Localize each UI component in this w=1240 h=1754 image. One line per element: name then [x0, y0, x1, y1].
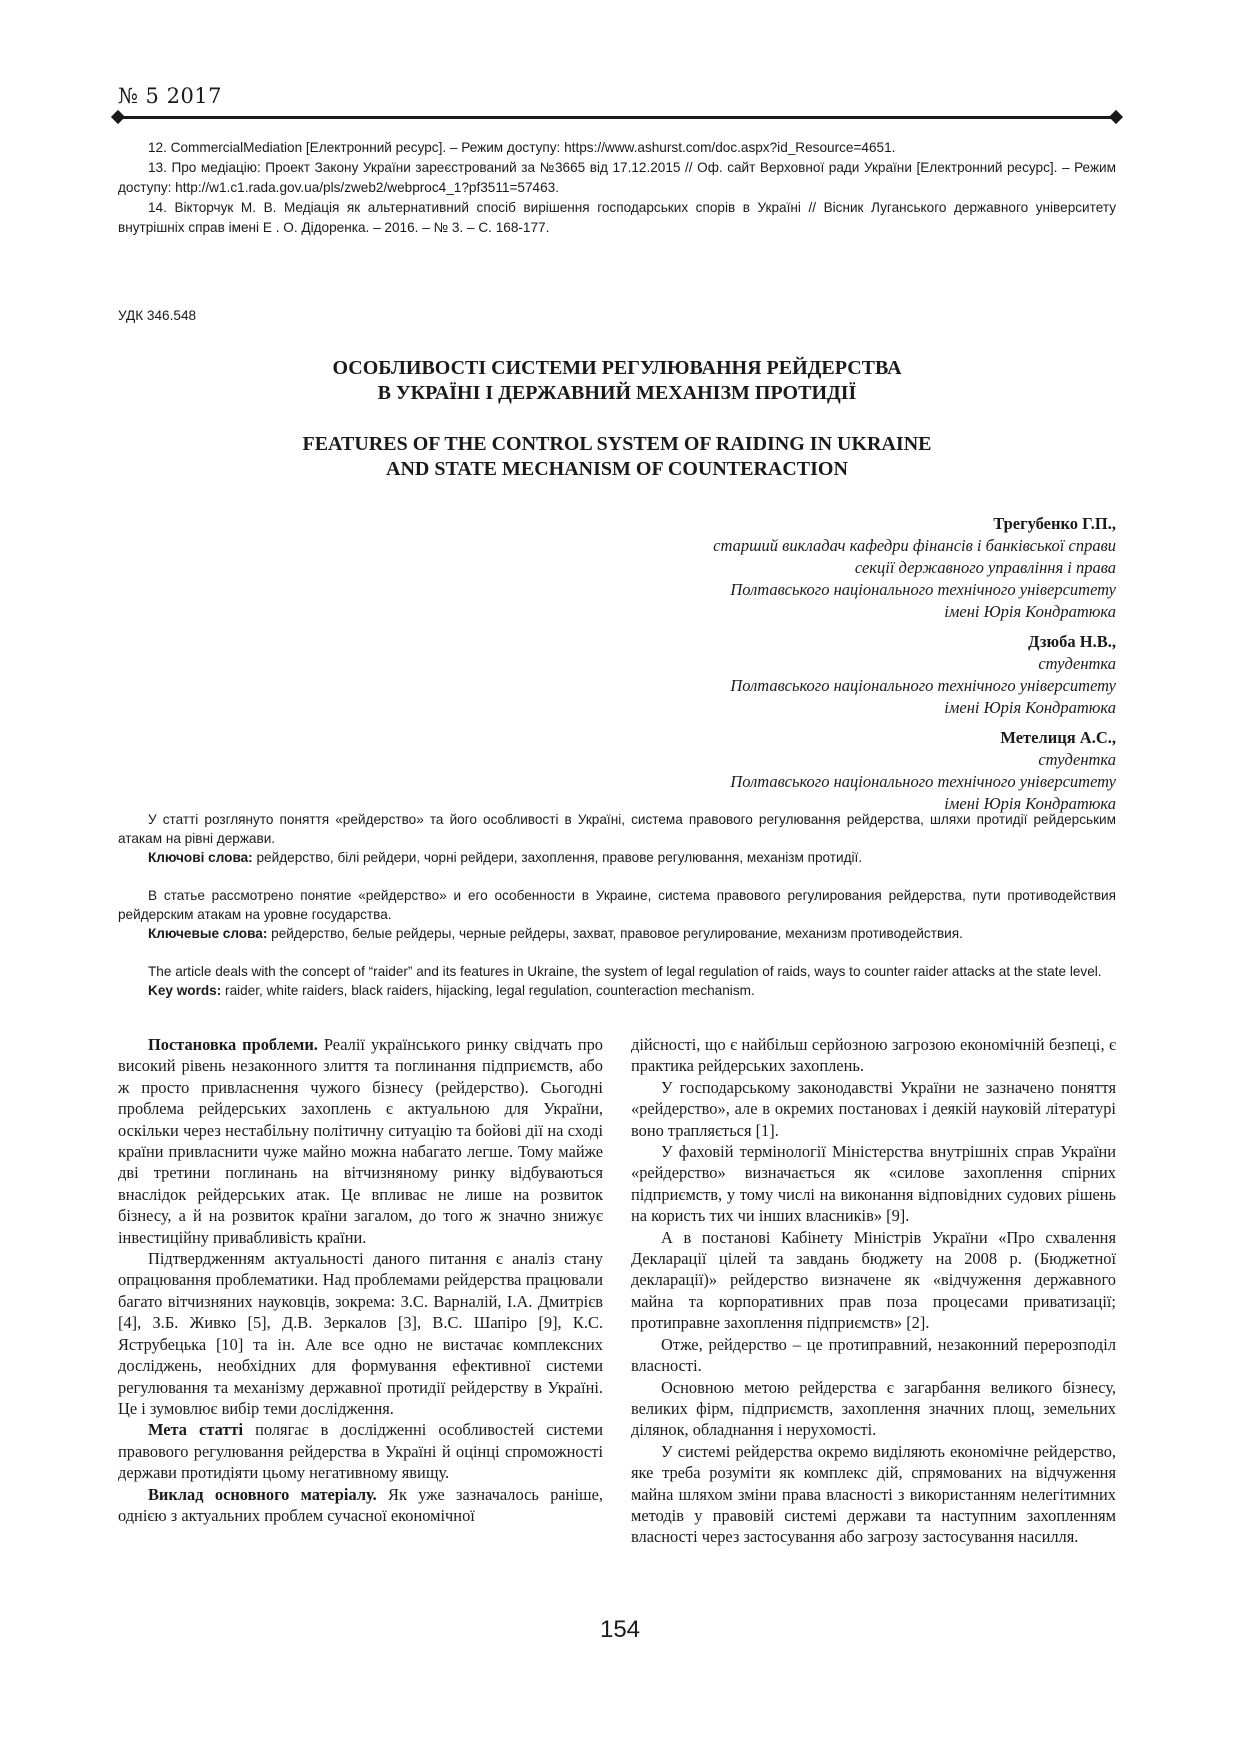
abstract-english	[118, 962, 1116, 1000]
paragraph-text: полягає в дослідженні особливостей системи правового регулювання рейдерства в Україні й оцінці спроможності держави протидіяти цьому негативному явищу.	[118, 1420, 603, 1483]
body-paragraph: У фаховій термінології Міністерства внутрішніх справ України «рейдерство» визначається як «силове захоплення спірних підприємств, у тому числі на виконання відповідних судових рішень на користь тих чи інших власників» [9].	[631, 1142, 1116, 1226]
paragraph-text: Реалії українського ринку свідчать про високий рівень незаконного злиття та поглинання підприємств, або ж просто привласнення чужого бізнесу (рейдерство). Сьогодні проблема рейдерських захоплень є актуальною для України, оскільки через нестабільну політичну ситуацію та бойові дії на сході країни привласнити чуже майно можна набагато легше. Тому майже дві третини поглинань на вітчизняному ринку відбуваються внаслідок рейдерських атак. Це впливає не лише на розвиток бізнесу, а й на розвиток країни загалом, до того ж значно знижує інвестиційну привабливість країни.	[118, 1035, 603, 1247]
keywords-list: рейдерство, белые рейдеры, черные рейдеры, захват, правовое регулирование, механизм противодействия.	[267, 926, 963, 941]
article-title-english	[118, 432, 1116, 482]
author-affiliation-line: секції державного управління і права	[854, 558, 1116, 577]
body-paragraph	[118, 1034, 603, 1248]
author-affiliation-line: старший викладач кафедри фінансів і банківської справи	[713, 536, 1116, 555]
author-affiliation-line: імені Юрія Кондратюка	[944, 602, 1116, 621]
header-rule	[118, 116, 1116, 119]
author-affiliation-line: студентка	[1038, 654, 1116, 673]
body-column-right	[631, 1034, 1116, 1548]
keywords	[118, 924, 1116, 943]
body-paragraph-continued: дійсності, що є найбільш серйозною загрозою економічній безпеці, є практика рейдерських захоплень.	[631, 1035, 1116, 1076]
reference-item: 14. Вікторчук М. В. Медіація як альтернативний спосіб вирішення господарських спорів в Україні // Вісник Луганського державного університету внутрішніх справ імені Е . О. Дідоренка. – 2016. – № 3. – С. 168-177.	[118, 200, 1116, 235]
abstract-text: У статті розглянуто поняття «рейдерство» та його особливості в Україні, система правового регулювання рейдерства, шляхи протидії рейдерським атакам на рівні держави.	[118, 812, 1116, 846]
body-paragraph: У системі рейдерства окремо виділяють економічне рейдерство, яке треба розуміти як комплекс дій, спрямованих на відчуження майна шляхом зміни права власності з використанням нелегітимних методів у правовій системі держави та наступним захопленням власності через застосування або загрозу застосування насилля.	[631, 1441, 1116, 1547]
title-line: AND STATE MECHANISM OF COUNTERACTION	[386, 458, 848, 480]
author-entry	[416, 727, 1116, 815]
author-name: Дзюба Н.В.,	[1028, 632, 1116, 651]
author-name: Метелиця А.С.,	[1000, 728, 1116, 747]
author-entry	[416, 513, 1116, 623]
keywords	[118, 981, 1116, 1000]
keywords	[118, 848, 1116, 867]
author-affiliation-line: Полтавського національного технічного університету	[730, 676, 1116, 695]
reference-list	[118, 138, 1116, 238]
header-rule-right-diamond	[1109, 110, 1123, 124]
udk-code: УДК 346.548	[118, 308, 197, 323]
body-paragraph	[118, 1419, 603, 1483]
title-line: В УКРАЇНІ І ДЕРЖАВНИЙ МЕХАНІЗМ ПРОТИДІЇ	[377, 382, 857, 404]
author-affiliation-line: Полтавського національного технічного університету	[730, 580, 1116, 599]
article-title-ukrainian	[118, 356, 1116, 406]
abstract-text: The article deals with the concept of “raider” and its features in Ukraine, the system of legal regulation of raids, ways to counter raider attacks at the state level.	[148, 964, 1102, 979]
title-line: FEATURES OF THE CONTROL SYSTEM OF RAIDING IN UKRAINE	[302, 433, 932, 455]
abstract-text: В статье рассмотрено понятие «рейдерство» и его особенности в Украине, система правового регулирования рейдерства, пути противодействия рейдерским атакам на уровне государства.	[118, 888, 1116, 922]
body-paragraph: Отже, рейдерство – це протиправний, незаконний перерозподіл власності.	[631, 1334, 1116, 1376]
title-line: ОСОБЛИВОСТІ СИСТЕМИ РЕГУЛЮВАННЯ РЕЙДЕРСТВА	[332, 357, 902, 379]
reference-item: 12. CommercialMediation [Електронний ресурс]. – Режим доступу: https://www.ashurst.com/doc.aspx?id_Resource=4651.	[148, 140, 896, 155]
keywords-list: рейдерство, білі рейдери, чорні рейдери, захоплення, правове регулювання, механізм протидії.	[252, 850, 863, 865]
author-affiliation-line: студентка	[1038, 750, 1116, 769]
header-rule-left-diamond	[111, 110, 125, 124]
abstract-russian	[118, 886, 1116, 943]
reference-item: 13. Про медіацію: Проект Закону України зареєстрований за №3665 від 17.12.2015 // Оф. сайт Верховної ради України [Електронний ресурс]. – Режим доступу: http://w1.c1.rada.gov.ua/pls/zweb2/webproc4_1?pf3511=57463.	[118, 160, 1116, 195]
author-entry	[416, 631, 1116, 719]
keywords-list: raider, white raiders, black raiders, hijacking, legal regulation, counteraction mechanism.	[221, 983, 755, 998]
author-affiliation-line: імені Юрія Кондратюка	[944, 698, 1116, 717]
body-paragraph: А в постанові Кабінету Міністрів України «Про схвалення Декларації цілей та завдань бюджету на 2008 р. (Бюджетної декларації)» рейдерство визначене як «відчуження державного майна та корпоративних прав поза процесами приватизації; протиправне захоплення підприємств» [2].	[631, 1227, 1116, 1333]
body-paragraph: У господарському законодавстві України не зазначено поняття «рейдерство», але в окремих постановах і деякій науковій літературі воно трапляється [1].	[631, 1077, 1116, 1140]
abstract-ukrainian	[118, 810, 1116, 867]
page-number: 154	[599, 1616, 641, 1643]
author-affiliation-line: Полтавського національного технічного університету	[730, 772, 1116, 791]
body-paragraph: Основною метою рейдерства є загарбання великого бізнесу, великих фірм, підприємств, захоплення значних площ, земельних ділянок, обладнання і нерухомості.	[631, 1377, 1116, 1440]
author-block	[416, 513, 1116, 823]
paragraph-text: Як уже зазначалось раніше, однією з актуальних проблем сучасної економічної	[118, 1484, 604, 1525]
body-paragraph: Підтвердженням актуальності даного питання є аналіз стану опрацювання проблематики. Над проблемами рейдерства працювали багато вітчизняних науковців, зокрема: З.С. Варналій, І.А. Дмитрієв [4], З.Б. Живко [5], Д.В. Зеркалов [3], В.С. Шапіро [9], К.С. Яструбецька [10] та ін. Але все одно не вистачає комплексних досліджень, необхідних для формування ефективної системи регулювання та механізму державної протидії рейдерству в Україні. Це і зумовлює вибір теми дослідження.	[118, 1249, 603, 1418]
body-paragraph	[118, 1484, 603, 1527]
section-lead: Мета статті	[148, 1420, 244, 1440]
section-lead: Виклад основного матеріалу.	[148, 1484, 377, 1504]
keywords-label: Ключові слова:	[148, 850, 253, 865]
body-column-left	[118, 1034, 603, 1526]
author-name: Трегубенко Г.П.,	[993, 514, 1116, 533]
author-affiliation-line: імені Юрія Кондратюка	[944, 794, 1116, 813]
section-lead: Постановка проблеми.	[148, 1035, 318, 1054]
issue-number: № 5 2017	[118, 84, 223, 108]
keywords-label: Ключевые слова:	[148, 926, 268, 941]
keywords-label: Key words:	[148, 983, 222, 998]
